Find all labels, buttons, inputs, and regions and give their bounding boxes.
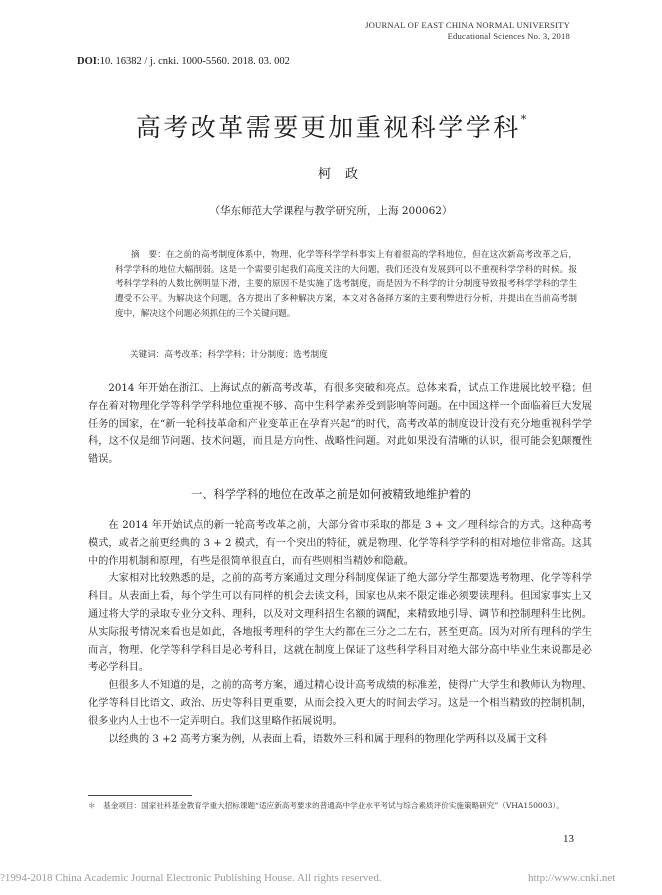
journal-name: JOURNAL OF EAST CHINA NORMAL UNIVERSITY: [365, 20, 570, 30]
intro-body: [88, 380, 592, 469]
journal-header: [365, 20, 570, 42]
body-paragraph: 大家相对比较熟悉的是，之前的高考方案通过文理分科制度保证了绝大部分学生都要选考物理、化学等科学科目。从表面上看，每个学生可以有同样的机会去读文科，国家也从来不限定谁必须要读理科。但国家事实上又通过将大学的录取专业分文科、理科，以及对文理科招生名额的调配，来精致地引导、调节和控制理科生比例。从实际报考情况来看也是如此，各地报考理科的学生大约都在三分之二左右，甚至更高。因为对所有理科的学生而言，物理、化学等科学科目是必考科目，这就在制度上保证了这些科学科目对绝大部分高中毕业生来说都是必考必学科目。: [88, 573, 592, 674]
title-footnote-mark: *: [520, 112, 527, 126]
page-number: 13: [563, 833, 574, 845]
abstract: [115, 248, 577, 322]
body-paragraph: 在 2014 年开始试点的新一轮高考改革之前，大部分省市采取的都是 3 + 文／理科综合的方式。这种高考模式，或者之前更经典的 3 + 2 模式，有一个突出的特征，就是物理、化学等科学学科的相对地位非常高。这其中的作用机制和原理，有些是很简单很直白，而有些则相当精妙和隐蔽。: [88, 520, 592, 567]
body-paragraph: 但很多人不知道的是，之前的高考方案，通过精心设计高考成绩的标准差，使得广大学生和教师认为物理、化学等科目比语文、政治、历史等科目更重要，从而会投入更大的时间去学习。这是一个相当精致的控制机制，很多业内人士也不一定弄明白。我们这里略作拓展说明。: [88, 680, 592, 727]
footnote-divider: [88, 795, 192, 796]
paper-title: 高考改革需要更加重视科学学科*: [135, 112, 527, 142]
body-paragraph: 以经典的 3 +2 高考方案为例，从表面上看，语数外三科和属于理科的物理化学两科以及属于文科: [108, 733, 548, 745]
author-name: 柯政: [317, 167, 372, 182]
keywords: 关键词：高考改革；科学学科；计分制度；选考制度: [130, 350, 328, 360]
cnki-link[interactable]: http://www.cnki.net: [528, 872, 616, 884]
journal-edition: Educational Sciences No. 3, 2018: [447, 31, 570, 41]
author-affiliation: （华东师范大学课程与教学研究所，上海 200062）: [209, 205, 453, 217]
doi-value: :10. 16382 / j. cnki. 1000-5560. 2018. 03. 002: [96, 56, 290, 67]
intro-paragraph: 2014 年开始在浙江、上海试点的新高考改革，有很多突破和亮点。总体来看，试点工作进展比较平稳；但存在着对物理化学等科学学科地位重视不够、高中生科学素养受到影响等问题。在中国这样一个面临着巨大发展任务的国家，在“新一轮科技革命和产业变革正在孕育兴起”的时代，高考改革的制度设计没有充分地重视科学学科，这不仅是细节问题、技术问题，而且是方向性、战略性问题。对此如果没有清晰的认识，很可能会犯颠覆性错误。: [88, 383, 592, 466]
section-body: [88, 517, 592, 748]
funding-footnote: ＊ 基金项目：国家社科基金教育学重大招标课题“适应新高考要求的普通高中学业水平考试与综合素质评价实施策略研究”（VHA150003）。: [88, 801, 564, 810]
doi-label: DOI: [77, 56, 97, 67]
copyright-footer: [0, 872, 616, 884]
abstract-label: 摘 要：: [131, 250, 166, 260]
doi-line: [77, 56, 290, 67]
section-heading: 一、科学学科的地位在改革之前是如何被精致地维护着的: [191, 488, 471, 501]
copyright-notice: ?1994-2018 China Academic Journal Electronic Publishing House. All rights reserved.: [0, 872, 382, 884]
abstract-text: 在之前的高考制度体系中，物理、化学等科学学科事实上有着很高的学科地位，但在这次新高考改革之后，科学学科的地位大幅削弱。这是一个需要引起我们高度关注的大问题，我们还没有发展到可以不重视科学学科的时候。报考科学学科的人数比例明显下滑，主要的原因不是实施了选考制度，而是因为不科学的计分制度导致报考科学学科的学生遭受不公平。为解决这个问题，各方提出了多种解决方案，本文对各备择方案的主要利弊进行分析，并提出在当前高考制度中，解决这个问题必须抓住的三个关键问题。: [115, 250, 577, 319]
